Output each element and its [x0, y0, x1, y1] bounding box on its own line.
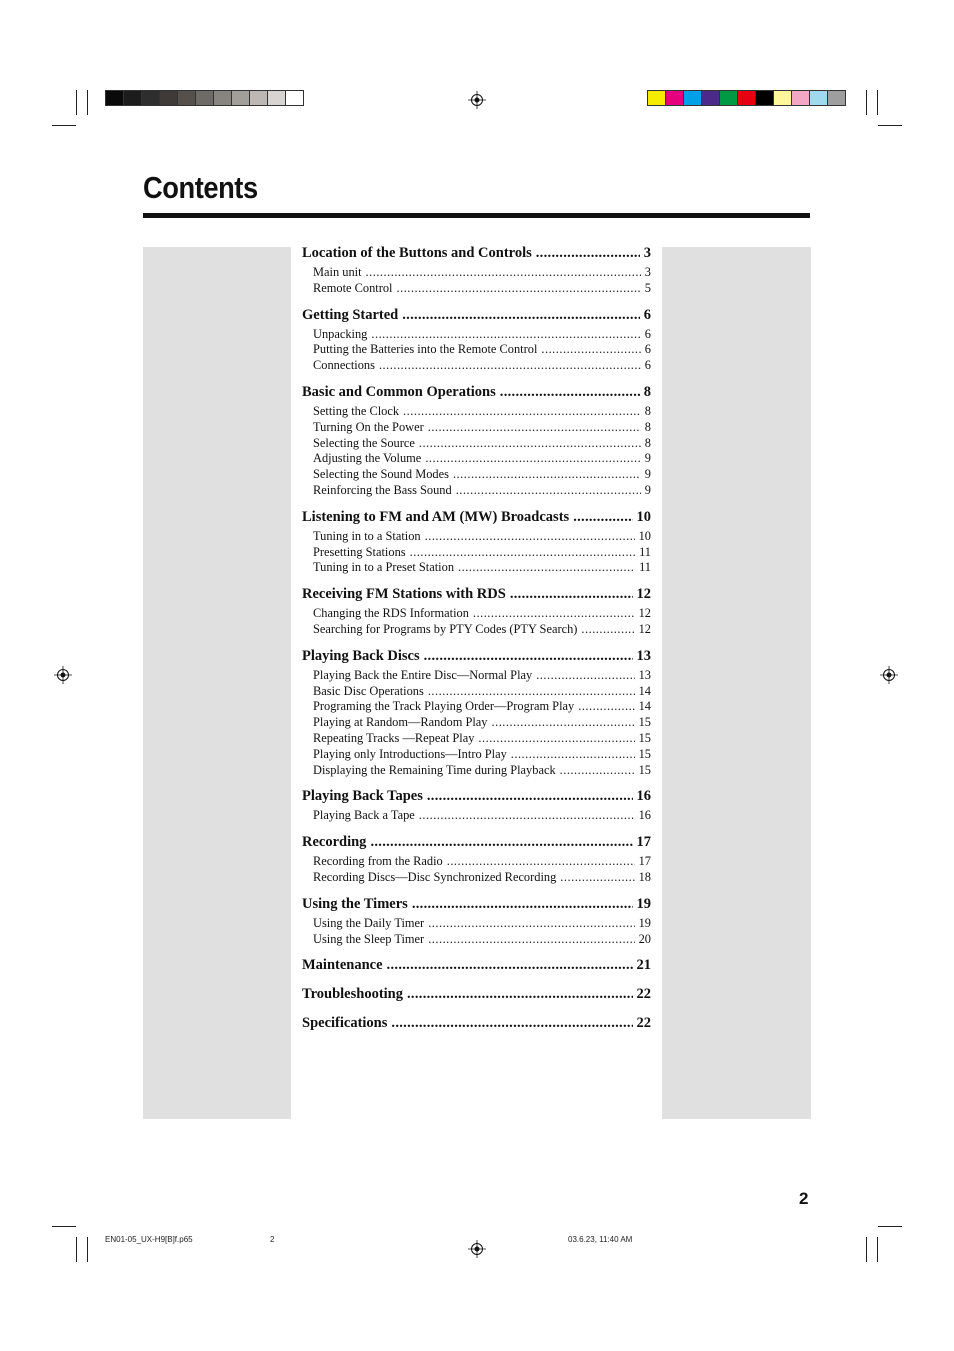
toc-section-title: Maintenance	[302, 957, 383, 974]
toc-item-entry[interactable]	[302, 467, 651, 483]
dot-leader	[573, 509, 632, 526]
toc-item-title: Searching for Programs by PTY Codes (PTY Search)	[313, 621, 578, 636]
dot-leader	[425, 529, 635, 544]
dot-leader	[478, 731, 634, 746]
dot-leader	[427, 788, 633, 805]
toc-item-title: Adjusting the Volume	[313, 451, 422, 466]
registration-mark-icon	[880, 666, 898, 684]
toc-item-title: Playing only Introductions—Intro Play	[313, 746, 507, 761]
crop-mark	[866, 90, 867, 115]
toc-section-entry[interactable]	[302, 986, 651, 1006]
toc-section	[302, 834, 651, 886]
toc-item-title: Playing Back the Entire Disc—Normal Play	[313, 667, 533, 682]
toc-section	[302, 384, 651, 499]
toc-item-entry[interactable]	[302, 560, 651, 576]
toc-item-title: Main unit	[313, 265, 362, 279]
toc-item-page: 15	[638, 746, 651, 761]
toc-item-entry[interactable]	[302, 483, 651, 499]
toc-item-entry[interactable]	[302, 684, 651, 700]
toc-section-page: 16	[636, 788, 651, 805]
crop-mark	[52, 125, 76, 126]
color-swatch	[195, 90, 214, 106]
toc-item-entry[interactable]	[302, 327, 651, 343]
toc-section-page: 10	[636, 508, 651, 525]
toc-item-page: 3	[644, 265, 651, 279]
toc-section-title: Listening to FM and AM (MW) Broadcasts	[302, 508, 570, 525]
toc-item-page: 20	[638, 931, 651, 946]
toc-section-entry[interactable]	[302, 509, 651, 529]
toc-item-title: Reinforcing the Bass Sound	[313, 482, 452, 497]
toc-section-entry[interactable]	[302, 648, 651, 668]
page-title: Contents	[143, 170, 258, 205]
toc-section	[302, 245, 651, 297]
dot-leader	[581, 622, 634, 637]
toc-item-entry[interactable]	[302, 747, 651, 763]
toc-item-page: 5	[644, 280, 651, 295]
slug-datetime: 03.6.23, 11:40 AM	[568, 1235, 633, 1244]
dot-leader	[453, 467, 641, 482]
toc-item-page: 9	[644, 482, 651, 497]
toc-section	[302, 586, 651, 638]
color-swatch	[683, 90, 702, 106]
crop-mark	[87, 1237, 88, 1262]
toc-item-title: Repeating Tracks —Repeat Play	[313, 730, 475, 745]
toc-item-entry[interactable]	[302, 265, 651, 281]
toc-item-page: 9	[644, 467, 651, 482]
dot-leader	[510, 586, 633, 603]
toc-section-title: Troubleshooting	[302, 986, 403, 1003]
toc-section-entry[interactable]	[302, 307, 651, 327]
toc-section	[302, 788, 651, 824]
toc-section-page: 8	[643, 383, 651, 400]
color-swatch	[755, 90, 774, 106]
toc-item-title: Selecting the Sound Modes	[313, 467, 449, 482]
toc-section-page: 19	[636, 895, 651, 912]
dot-leader	[424, 648, 633, 665]
toc-item-entry[interactable]	[302, 606, 651, 622]
toc-item-entry[interactable]	[302, 854, 651, 870]
dot-leader	[560, 870, 634, 885]
toc-item-title: Recording from the Radio	[313, 854, 443, 869]
toc-section-page: 6	[643, 306, 651, 323]
slug-page: 2	[270, 1235, 275, 1244]
toc-item-entry[interactable]	[302, 715, 651, 731]
crop-mark	[878, 1226, 902, 1227]
toc-item-entry[interactable]	[302, 404, 651, 420]
toc-item-title: Setting the Clock	[313, 403, 400, 418]
toc-item-entry[interactable]	[302, 545, 651, 561]
toc-section	[302, 896, 651, 948]
toc-item-title: Using the Sleep Timer	[313, 931, 425, 946]
left-side-panel	[143, 247, 291, 1119]
toc-item-title: Connections	[313, 358, 375, 373]
toc-section-title: Getting Started	[302, 306, 399, 323]
toc-section-entry[interactable]	[302, 896, 651, 916]
toc-item-title: Tuning in to a Station	[313, 528, 421, 543]
dot-leader	[578, 699, 634, 714]
toc-item-page: 16	[638, 808, 651, 823]
color-swatch	[285, 90, 304, 106]
dot-leader	[428, 916, 634, 931]
dot-leader	[410, 545, 635, 560]
color-swatch	[701, 90, 720, 106]
toc-item-title: Unpacking	[313, 326, 368, 341]
dot-leader	[412, 896, 633, 913]
toc-item-page: 18	[638, 869, 651, 884]
toc-item-page: 11	[639, 544, 651, 559]
dot-leader	[536, 245, 640, 262]
toc-section-page: 22	[636, 986, 651, 1003]
right-side-panel	[662, 247, 811, 1119]
toc-item-page: 8	[644, 435, 651, 450]
toc-item-entry[interactable]	[302, 358, 651, 374]
toc-item-page: 15	[638, 730, 651, 745]
toc-item-page: 6	[644, 326, 651, 341]
toc-item-entry[interactable]	[302, 808, 651, 824]
color-swatch	[105, 90, 124, 106]
dot-leader	[370, 834, 632, 851]
toc-item-title: Tuning in to a Preset Station	[313, 560, 455, 575]
registration-mark-icon	[468, 1240, 486, 1258]
crop-mark	[87, 90, 88, 115]
color-swatch	[231, 90, 250, 106]
crop-mark	[878, 125, 902, 126]
toc-item-title: Turning On the Power	[313, 419, 424, 434]
crop-mark	[866, 1237, 867, 1262]
toc-item-title: Remote Control	[313, 280, 393, 295]
slug-filename: EN01-05_UX-H9[B]f.p65	[105, 1235, 193, 1244]
toc-item-page: 17	[638, 854, 651, 869]
color-swatch	[213, 90, 232, 106]
toc-item-entry[interactable]	[302, 451, 651, 467]
toc-item-title: Changing the RDS Information	[313, 606, 469, 621]
toc-item-entry[interactable]	[302, 436, 651, 452]
toc-item-page: 14	[638, 699, 651, 714]
toc-item-entry[interactable]	[302, 870, 651, 886]
color-swatch	[159, 90, 178, 106]
dot-leader	[492, 715, 635, 730]
toc-section	[302, 509, 651, 576]
toc-item-page: 19	[638, 915, 651, 930]
toc-item-page: 15	[638, 715, 651, 730]
color-swatch	[791, 90, 810, 106]
dot-leader	[511, 747, 635, 762]
toc-section-entry[interactable]	[302, 384, 651, 404]
dot-leader	[402, 307, 640, 324]
dot-leader	[419, 808, 635, 823]
toc-item-entry[interactable]	[302, 529, 651, 545]
dot-leader	[536, 668, 634, 683]
dot-leader	[407, 986, 633, 1003]
toc-section-entry[interactable]	[302, 586, 651, 606]
color-swatch	[249, 90, 268, 106]
dot-leader	[473, 606, 635, 621]
dot-leader	[366, 265, 641, 280]
toc-section-entry[interactable]	[302, 245, 651, 265]
dot-leader	[425, 451, 640, 466]
toc-item-page: 12	[638, 606, 651, 621]
toc-section-page: 17	[636, 834, 651, 851]
toc-section-entry[interactable]	[302, 834, 651, 854]
toc-item-title: Displaying the Remaining Time during Playback	[313, 762, 556, 777]
dot-leader	[428, 932, 634, 947]
color-swatch	[177, 90, 196, 106]
toc-item-entry[interactable]	[302, 281, 651, 297]
toc-item-page: 12	[638, 621, 651, 636]
toc-item-entry[interactable]	[302, 763, 651, 779]
color-swatch	[267, 90, 286, 106]
toc-item-entry[interactable]	[302, 916, 651, 932]
dot-leader	[428, 684, 635, 699]
toc-item-entry[interactable]	[302, 622, 651, 638]
toc-section-title: Receiving FM Stations with RDS	[302, 586, 506, 603]
toc-section	[302, 1015, 651, 1035]
table-of-contents	[302, 245, 651, 1044]
toc-section-page: 21	[636, 957, 651, 974]
toc-section-entry[interactable]	[302, 1015, 651, 1035]
color-swatch	[809, 90, 828, 106]
dot-leader	[458, 560, 635, 575]
dot-leader	[447, 854, 635, 869]
toc-item-title: Using the Daily Timer	[313, 915, 425, 930]
toc-item-page: 11	[639, 560, 651, 575]
dot-leader	[403, 404, 641, 419]
toc-item-entry[interactable]	[302, 420, 651, 436]
toc-section	[302, 986, 651, 1006]
toc-item-title: Presetting Stations	[313, 544, 406, 559]
dot-leader	[456, 483, 641, 498]
toc-item-title: Programing the Track Playing Order—Program Play	[313, 699, 575, 714]
crop-mark	[76, 1237, 77, 1262]
crop-mark	[877, 90, 878, 115]
dot-leader	[397, 281, 641, 296]
dot-leader	[500, 384, 640, 401]
toc-section-title: Using the Timers	[302, 895, 408, 912]
title-rule	[143, 213, 810, 218]
toc-section-title: Location of the Buttons and Controls	[302, 245, 532, 261]
toc-item-page: 14	[638, 683, 651, 698]
color-swatch	[719, 90, 738, 106]
toc-item-page: 6	[644, 342, 651, 357]
dot-leader	[387, 957, 633, 974]
toc-item-title: Recording Discs—Disc Synchronized Recording	[313, 869, 557, 884]
toc-item-title: Putting the Batteries into the Remote Control	[313, 342, 538, 357]
toc-section-title: Recording	[302, 834, 367, 851]
dot-leader	[560, 763, 635, 778]
color-swatch	[647, 90, 666, 106]
toc-item-entry[interactable]	[302, 342, 651, 358]
color-swatch	[827, 90, 846, 106]
toc-section-title: Basic and Common Operations	[302, 383, 496, 400]
crop-mark	[52, 1226, 76, 1227]
toc-section-page: 22	[636, 1015, 651, 1032]
toc-item-title: Basic Disc Operations	[313, 683, 424, 698]
toc-item-page: 8	[644, 419, 651, 434]
toc-item-page: 13	[638, 667, 651, 682]
toc-item-page: 9	[644, 451, 651, 466]
toc-item-entry[interactable]	[302, 668, 651, 684]
dot-leader	[419, 436, 641, 451]
toc-item-page: 6	[644, 358, 651, 373]
toc-item-page: 10	[638, 528, 651, 543]
color-swatch	[737, 90, 756, 106]
page-number: 2	[799, 1189, 809, 1208]
toc-item-entry[interactable]	[302, 699, 651, 715]
color-swatch	[665, 90, 684, 106]
registration-mark-icon	[54, 666, 72, 684]
dot-leader	[428, 420, 641, 435]
toc-section-page: 13	[636, 647, 651, 664]
toc-section-page: 12	[636, 586, 651, 603]
toc-item-entry[interactable]	[302, 731, 651, 747]
color-swatch	[123, 90, 142, 106]
toc-item-title: Playing at Random—Random Play	[313, 715, 488, 730]
toc-section	[302, 648, 651, 779]
toc-section-page: 3	[643, 245, 651, 261]
dot-leader	[391, 1015, 632, 1032]
toc-section-entry[interactable]	[302, 957, 651, 977]
color-swatch	[773, 90, 792, 106]
dot-leader	[379, 358, 641, 373]
color-swatch	[141, 90, 160, 106]
toc-item-title: Playing Back a Tape	[313, 808, 415, 823]
toc-section-title: Playing Back Tapes	[302, 788, 423, 805]
crop-mark	[877, 1237, 878, 1262]
toc-item-page: 8	[644, 403, 651, 418]
toc-section	[302, 957, 651, 977]
toc-section-entry[interactable]	[302, 788, 651, 808]
dot-leader	[541, 342, 640, 357]
toc-item-title: Selecting the Source	[313, 435, 415, 450]
toc-section-title: Playing Back Discs	[302, 647, 420, 664]
toc-item-entry[interactable]	[302, 932, 651, 948]
crop-mark	[76, 90, 77, 115]
registration-mark-icon	[468, 91, 486, 109]
toc-section-title: Specifications	[302, 1015, 388, 1032]
toc-item-page: 15	[638, 762, 651, 777]
toc-section	[302, 307, 651, 374]
dot-leader	[371, 327, 640, 342]
